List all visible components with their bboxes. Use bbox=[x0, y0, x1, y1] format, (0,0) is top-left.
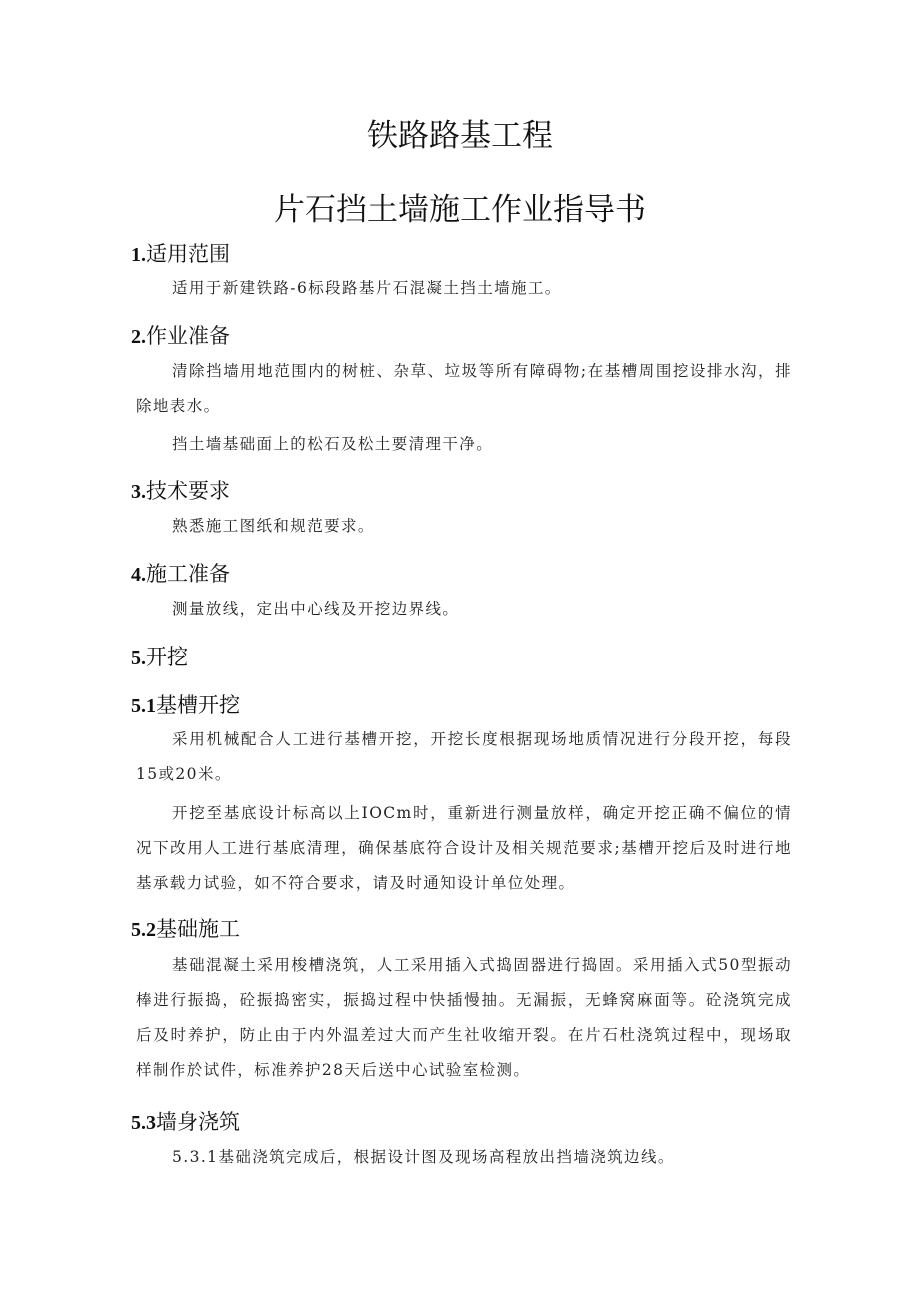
section-heading: 5.3墙身浇筑 bbox=[131, 1110, 240, 1134]
paragraph: 熟悉施工图纸和规范要求。 bbox=[172, 517, 375, 535]
section-heading: 5.2基础施工 bbox=[131, 917, 240, 941]
paragraph: 测量放线，定出中心线及开挖边界线。 bbox=[172, 600, 460, 618]
section-heading: 1.适用范围 bbox=[131, 242, 230, 266]
paragraph: 适用于新建铁路-6标段路基片石混凝土挡土墙施工。 bbox=[172, 279, 562, 297]
paragraph: 挡土墙基础面上的松石及松土要清理干净。 bbox=[172, 435, 494, 453]
paragraph: 开挖至基底设计标高以上IOCm时，重新进行测量放样，确定开挖正确不偏位的情况下改用人工进行基底清理，确保基底符合设计及相关规范要求;基槽开挖后及时进行地基承载力试验，如不符合要求，请及时通知设计单位处理。 bbox=[136, 804, 792, 892]
section-heading: 2.作业准备 bbox=[131, 324, 230, 348]
doc-title-line-1: 铁路路基工程 bbox=[367, 118, 553, 154]
paragraph: 基础混凝土采用梭槽浇筑，人工采用插入式捣固器进行捣固。采用插入式50型振动棒进行振捣，砼振捣密实，振捣过程中快插慢抽。无漏振，无蜂窝麻面等。砼浇筑完成后及时养护，防止由于内外温差过大而产生社收缩开裂。在片石杜浇筑过程中，现场取样制作於试件，标准养护28天后送中心试验室检测。 bbox=[136, 956, 792, 1079]
paragraph: 5.3.1基础浇筑完成后，根据设计图及现场高程放出挡墙浇筑边线。 bbox=[172, 1148, 675, 1166]
section-heading: 4.施工准备 bbox=[131, 562, 230, 586]
section-heading: 5.1基槽开挖 bbox=[131, 693, 240, 717]
section-heading: 3.技术要求 bbox=[131, 479, 230, 503]
doc-title-line-2: 片石挡土墙施工作业指导书 bbox=[274, 192, 646, 228]
paragraph: 清除挡墙用地范围内的树桩、杂草、垃圾等所有障碍物;在基槽周围挖设排水沟，排除地表水。 bbox=[136, 362, 792, 415]
paragraph: 采用机械配合人工进行基槽开挖，开挖长度根据现场地质情况进行分段开挖，每段15或20米。 bbox=[136, 730, 792, 783]
section-heading: 5.开挖 bbox=[131, 645, 188, 669]
